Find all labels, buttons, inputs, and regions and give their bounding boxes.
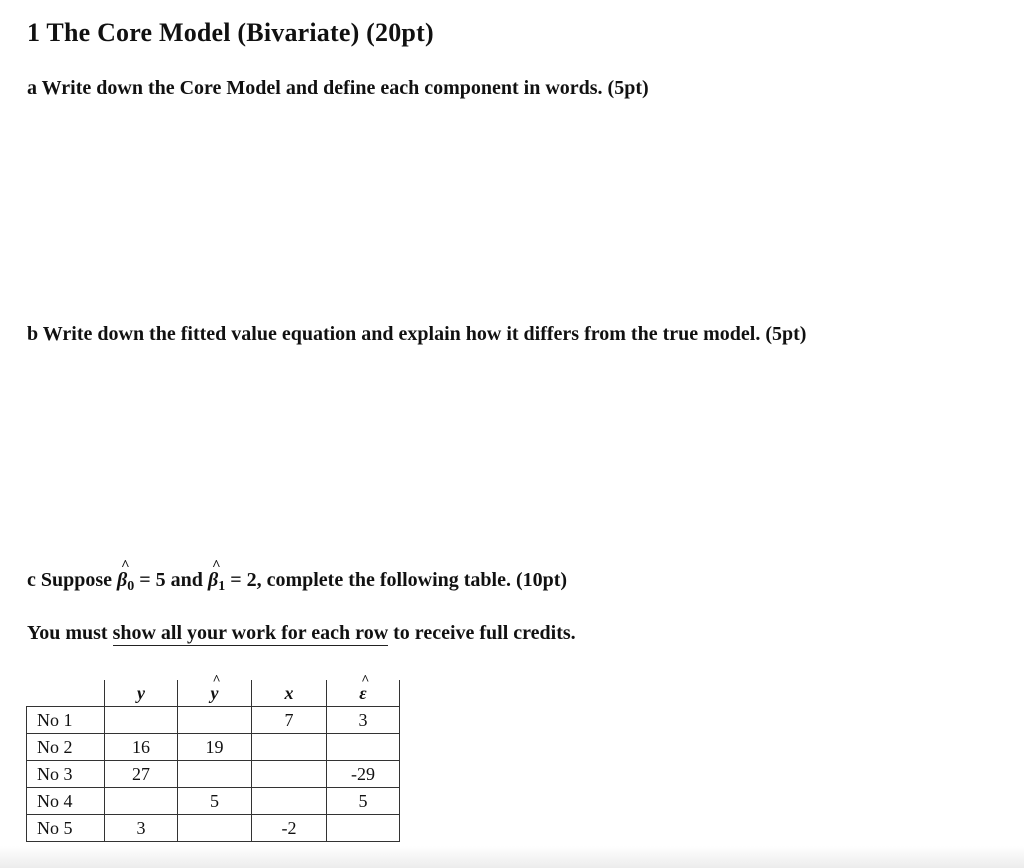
- question-c: [27, 558, 568, 595]
- cell-y: 16: [105, 734, 178, 761]
- instruction-after: to receive full credits.: [388, 622, 576, 644]
- cell-eps-hat: -29: [327, 761, 400, 788]
- cell-y-hat: [178, 761, 252, 788]
- row-label: No 1: [27, 707, 105, 734]
- section-title: 1 The Core Model (Bivariate) (20pt): [27, 18, 434, 47]
- cell-eps-hat: 5: [327, 788, 400, 815]
- header-x: x: [252, 680, 327, 707]
- cell-y-hat: [178, 707, 252, 734]
- beta0-subscript: 0: [127, 579, 135, 594]
- beta0-symbol: β: [117, 569, 128, 591]
- beta1-hat: [207, 558, 226, 595]
- instruction: [27, 622, 576, 646]
- table-row: [27, 734, 400, 761]
- row-label: No 3: [27, 761, 105, 788]
- cell-x: [252, 788, 327, 815]
- cell-y-hat: [178, 815, 252, 842]
- question-a: a Write down the Core Model and define each component in words. (5pt): [27, 77, 649, 99]
- row-label: No 4: [27, 788, 105, 815]
- row-label: No 2: [27, 734, 105, 761]
- header-eps-hat: [327, 672, 400, 707]
- question-c-suffix: = 2, complete the following table. (10pt): [225, 569, 568, 591]
- beta1-subscript: 1: [218, 579, 226, 594]
- cell-eps-hat: 3: [327, 707, 400, 734]
- cell-y: 27: [105, 761, 178, 788]
- row-label: No 5: [27, 815, 105, 842]
- regression-table: [26, 672, 400, 842]
- header-y-hat: [178, 672, 252, 707]
- hat-mark: ^: [361, 672, 370, 688]
- cell-x: -2: [252, 815, 327, 842]
- header-y: y: [105, 680, 178, 707]
- beta0-hat: [117, 558, 135, 595]
- table-header-row: [27, 680, 400, 707]
- hat-mark: ^: [121, 558, 130, 574]
- cell-y-hat: 5: [178, 788, 252, 815]
- hat-mark: ^: [212, 672, 221, 688]
- cell-eps-hat: [327, 734, 400, 761]
- instruction-underlined: show all your work for each row: [112, 622, 389, 644]
- table-row: [27, 707, 400, 734]
- table-row: [27, 788, 400, 815]
- cell-x: [252, 761, 327, 788]
- cell-y: [105, 788, 178, 815]
- cell-y: [105, 707, 178, 734]
- table-row: [27, 761, 400, 788]
- cell-x: [252, 734, 327, 761]
- cell-y: 3: [105, 815, 178, 842]
- beta0-equation: = 5 and: [134, 569, 208, 591]
- header-corner: [27, 680, 105, 707]
- cell-y-hat: 19: [178, 734, 252, 761]
- y-hat-symbol: y: [210, 682, 219, 703]
- table-row: [27, 815, 400, 842]
- question-b: b Write down the fitted value equation and explain how it differs from the true model. (5pt): [27, 323, 807, 345]
- question-c-prefix: c Suppose: [27, 569, 118, 591]
- page-bottom-edge: [0, 846, 1024, 868]
- cell-eps-hat: [327, 815, 400, 842]
- eps-hat-symbol: ε: [359, 682, 367, 703]
- cell-x: 7: [252, 707, 327, 734]
- hat-mark: ^: [211, 558, 221, 574]
- beta1-symbol: β: [207, 569, 219, 591]
- instruction-before: You must: [27, 622, 113, 644]
